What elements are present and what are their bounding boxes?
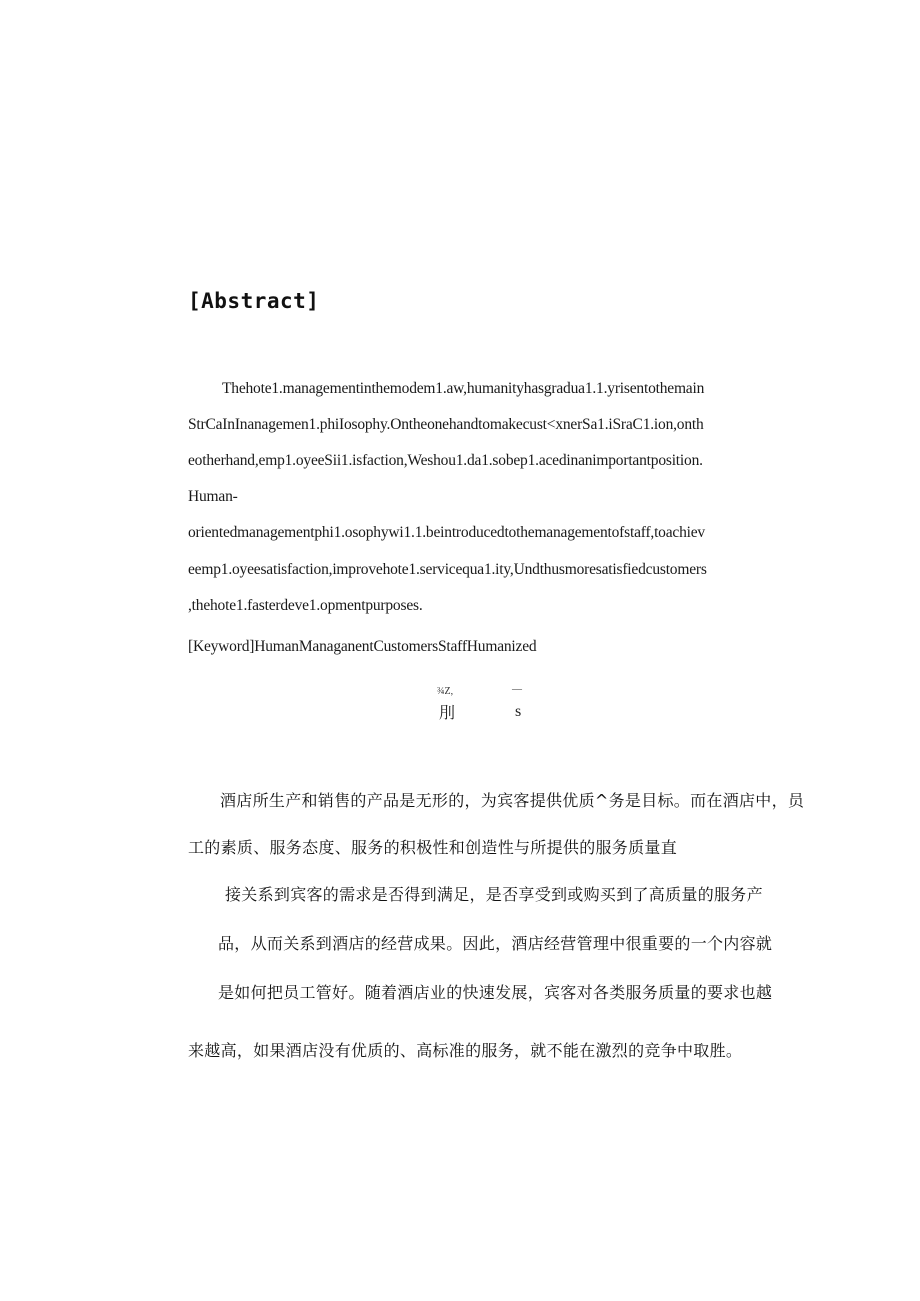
abstract-line: Human- (188, 488, 238, 505)
body-line: 接关系到宾客的需求是否得到满足，是否享受到或购买到了高质量的服务产 (225, 885, 763, 904)
abstract-line: StrCaInInanagemen1.phiIosophy.Ontheonehandtomakecust<xnerSa1.iSraC1.ion,onth (188, 416, 704, 433)
body-line: 酒店所生产和销售的产品是无形的，为宾客提供优质^务是目标。而在酒店中，员 (220, 791, 805, 810)
preface-mark-top-right: — (512, 684, 522, 695)
preface-mark-top-left: ¾Z, (437, 686, 454, 697)
body-line: 品，从而关系到酒店的经营成果。因此，酒店经营管理中很重要的一个内容就 (218, 934, 773, 953)
abstract-line: eemp1.oyeesatisfaction,improvehote1.servicequa1.ity,Undthusmoresatisfiedcustomers (188, 561, 707, 578)
abstract-line: ,thehote1.fasterdeve1.opmentpurposes. (188, 597, 423, 614)
preface-char-right: s (515, 703, 522, 720)
body-line: 工的素质、服务态度、服务的积极性和创造性与所提供的服务质量直 (188, 838, 678, 857)
body-line: 来越高，如果酒店没有优质的、高标准的服务，就不能在激烈的竞争中取胜。 (188, 1041, 743, 1060)
abstract-line: eotherhand,emp1.oyeeSii1.isfaction,Weshou1.da1.sobep1.acedinanimportantposition. (188, 452, 703, 469)
abstract-heading: [Abstract] (188, 289, 320, 313)
abstract-line: orientedmanagementphi1.osophywi1.1.beintroducedtothemanagementofstaff,toachiev (188, 524, 705, 541)
body-line: 是如何把员工管好。随着酒店业的快速发展，宾客对各类服务质量的要求也越 (218, 983, 773, 1002)
keyword-line: [Keyword]HumanManaganentCustomersStaffHumanized (188, 638, 537, 655)
preface-char-left: 刖 (439, 705, 456, 722)
abstract-line: Thehote1.managementinthemodem1.aw,humanityhasgradua1.1.yrisentothemain (222, 380, 705, 397)
